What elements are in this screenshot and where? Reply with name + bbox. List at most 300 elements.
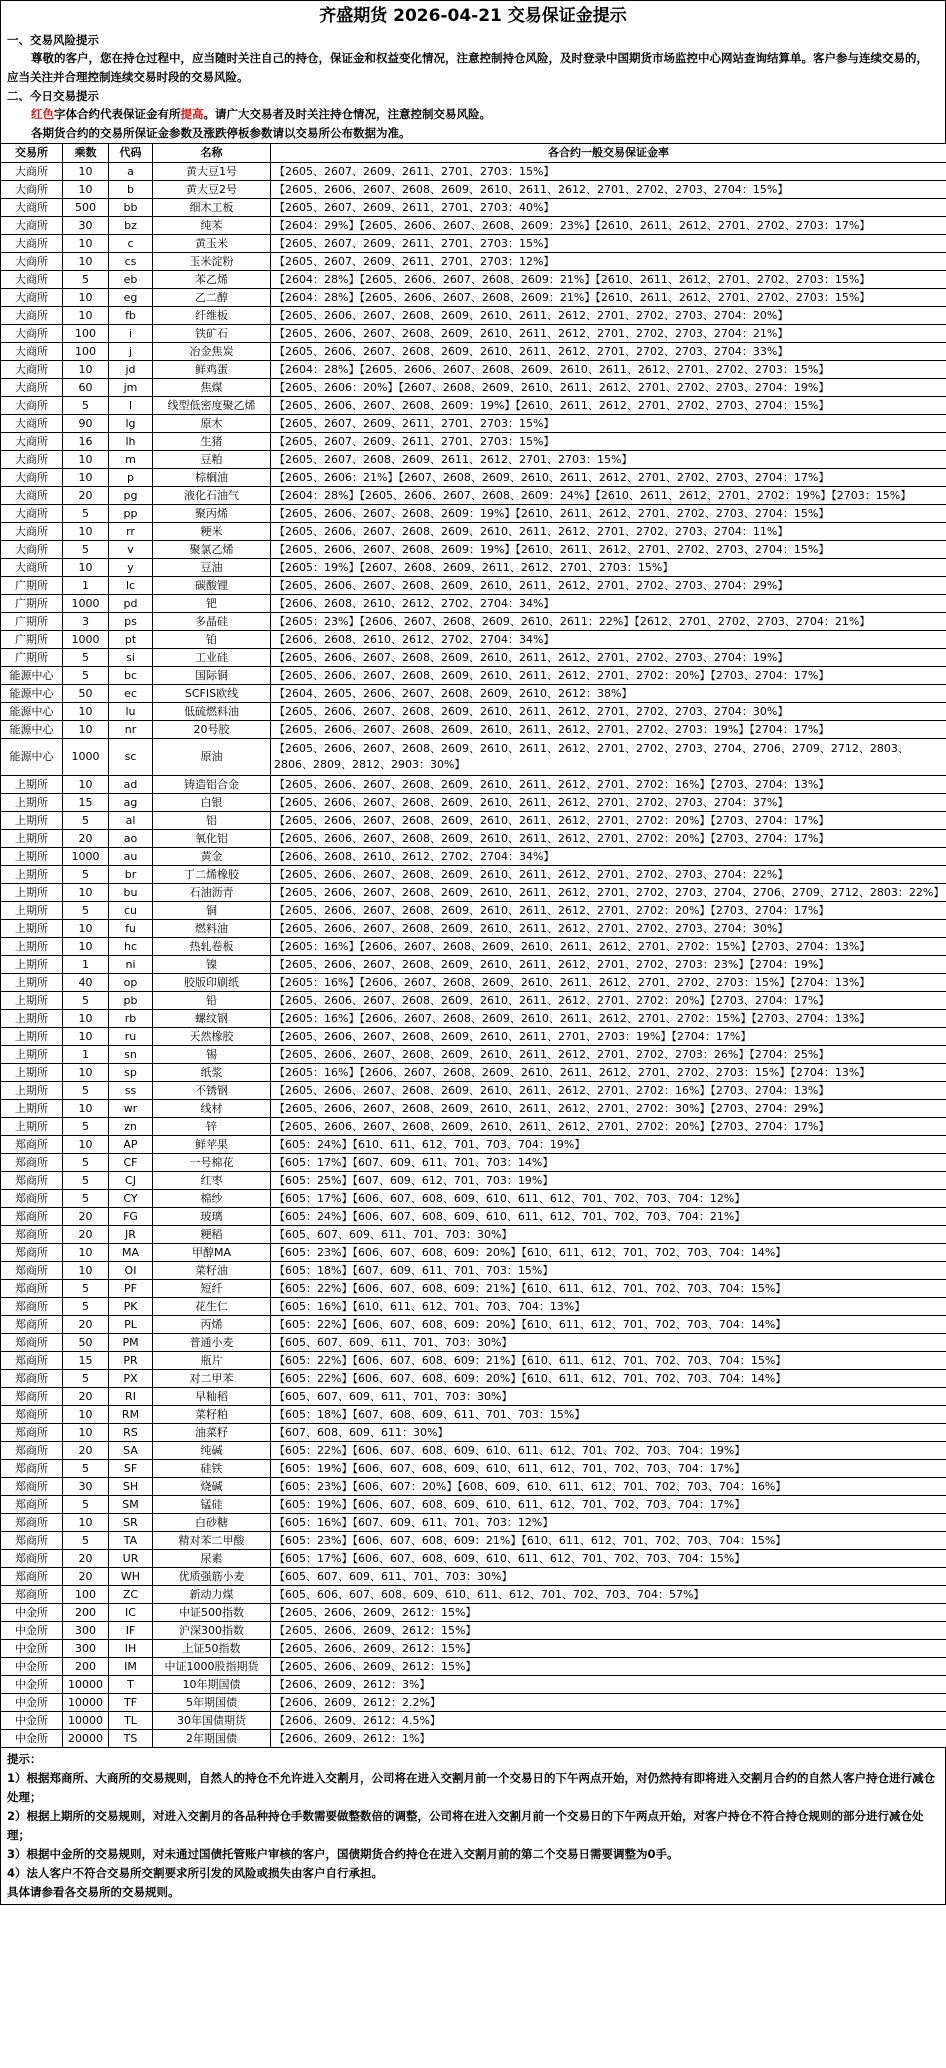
code-cell: MA	[109, 1244, 153, 1262]
notice-heading-today: 二、今日交易提示	[7, 89, 99, 103]
margin-rate-cell: 【605：24%】【606、607、608、609、610、611、612、701、702、703、704：21%】	[271, 1208, 946, 1226]
multiplier-cell: 10	[63, 469, 109, 487]
code-cell: SR	[109, 1514, 153, 1532]
exchange-cell: 大商所	[1, 523, 63, 541]
table-row	[1, 343, 946, 361]
code-cell: SA	[109, 1442, 153, 1460]
multiplier-cell: 100	[63, 1586, 109, 1604]
exchange-cell: 郑商所	[1, 1388, 63, 1406]
code-cell: bz	[109, 217, 153, 235]
exchange-cell: 上期所	[1, 848, 63, 866]
name-cell: 新动力煤	[153, 1586, 271, 1604]
name-cell: 硅铁	[153, 1460, 271, 1478]
name-cell: 铅	[153, 992, 271, 1010]
margin-rate-cell: 【605：23%】【606、607、608、609：20%】【610、611、612、701、702、703、704：14%】	[271, 1244, 946, 1262]
exchange-cell: 广期所	[1, 631, 63, 649]
table-row	[1, 1046, 946, 1064]
table-row	[1, 415, 946, 433]
margin-rate-cell: 【2605、2607、2608、2609、2611、2612、2701、2703：15%】	[271, 451, 946, 469]
multiplier-cell: 5	[63, 1154, 109, 1172]
name-cell: 生猪	[153, 433, 271, 451]
margin-rate-cell: 【2605、2606：21%】【2607、2608、2609、2610、2611、2612、2701、2702、2703、2704：17%】	[271, 469, 946, 487]
exchange-cell: 上期所	[1, 992, 63, 1010]
exchange-cell: 大商所	[1, 343, 63, 361]
margin-rate-cell: 【2605、2606、2607、2608、2609、2610、2611、2612、2701、2702、2703、2704：22%】	[271, 866, 946, 884]
name-cell: 铝	[153, 812, 271, 830]
margin-rate-cell: 【605：19%】【606、607、608、609、610、611、612、701、702、703、704：17%】	[271, 1460, 946, 1478]
exchange-cell: 中金所	[1, 1676, 63, 1694]
margin-rate-cell: 【605、607、609、611、701、703：30%】	[271, 1334, 946, 1352]
table-row	[1, 776, 946, 794]
multiplier-cell: 5	[63, 1298, 109, 1316]
exchange-cell: 郑商所	[1, 1154, 63, 1172]
table-row	[1, 1568, 946, 1586]
multiplier-cell: 20	[63, 1208, 109, 1226]
tip-item: 4）法人客户不符合交易所交割要求所引发的风险或损失由客户自行承担。	[7, 1866, 383, 1880]
multiplier-cell: 5	[63, 1082, 109, 1100]
tips-heading: 提示：	[7, 1752, 42, 1766]
table-row	[1, 830, 946, 848]
multiplier-cell: 1	[63, 577, 109, 595]
code-cell: IH	[109, 1640, 153, 1658]
margin-rate-cell: 【2605、2606、2607、2608、2609、2610、2611、2612、2701、2702、2703：19%】【2704：17%】	[271, 721, 946, 739]
exchange-cell: 能源中心	[1, 667, 63, 685]
margin-rate-cell: 【2605、2606、2607、2608、2609、2610、2611、2612、2701、2702、2703、2704：20%】	[271, 307, 946, 325]
code-cell: lh	[109, 433, 153, 451]
exchange-cell: 能源中心	[1, 703, 63, 721]
code-cell: bc	[109, 667, 153, 685]
name-cell: 烧碱	[153, 1478, 271, 1496]
margin-rate-cell: 【605：17%】【607、609、611、701、703：14%】	[271, 1154, 946, 1172]
margin-rate-cell: 【605：23%】【606、607：20%】【608、609、610、611、612、701、702、703、704：16%】	[271, 1478, 946, 1496]
exchange-cell: 郑商所	[1, 1514, 63, 1532]
name-cell: 聚丙烯	[153, 505, 271, 523]
margin-rate-cell: 【605：22%】【606、607、608、609：20%】【610、611、612、701、702、703、704：14%】	[271, 1316, 946, 1334]
exchange-cell: 广期所	[1, 577, 63, 595]
code-cell: UR	[109, 1550, 153, 1568]
code-cell: jm	[109, 379, 153, 397]
margin-rate-cell: 【2605、2606、2607、2608、2609、2610、2611、2612、2701、2702、2703、2704、2706、2709、2712、2803：22%】	[271, 884, 946, 902]
multiplier-cell: 30	[63, 217, 109, 235]
code-cell: ps	[109, 613, 153, 631]
code-cell: sc	[109, 739, 153, 776]
code-cell: wr	[109, 1100, 153, 1118]
name-cell: 原木	[153, 415, 271, 433]
exchange-cell: 中金所	[1, 1622, 63, 1640]
multiplier-cell: 10	[63, 1010, 109, 1028]
code-cell: al	[109, 812, 153, 830]
code-cell: SF	[109, 1460, 153, 1478]
exchange-cell: 中金所	[1, 1712, 63, 1730]
multiplier-cell: 10	[63, 1406, 109, 1424]
exchange-cell: 大商所	[1, 415, 63, 433]
margin-rate-cell: 【2605、2606、2607、2608、2609、2610、2611、2612、2701、2702、2703、2704：29%】	[271, 577, 946, 595]
margin-rate-cell: 【2605、2606、2607、2608、2609、2610、2611、2612、2701、2702：20%】【2703、2704：17%】	[271, 902, 946, 920]
name-cell: 鲜鸡蛋	[153, 361, 271, 379]
multiplier-cell: 10000	[63, 1676, 109, 1694]
multiplier-cell: 5	[63, 866, 109, 884]
margin-rate-cell: 【605、607、609、611、701、703：30%】	[271, 1388, 946, 1406]
margin-rate-cell: 【605：16%】【610、611、612、701、703、704：13%】	[271, 1298, 946, 1316]
code-cell: op	[109, 974, 153, 992]
margin-rate-cell: 【605：22%】【606、607、608、609、610、611、612、701、702、703、704：19%】	[271, 1442, 946, 1460]
exchange-cell: 郑商所	[1, 1334, 63, 1352]
table-row	[1, 1082, 946, 1100]
exchange-cell: 郑商所	[1, 1226, 63, 1244]
multiplier-cell: 10	[63, 253, 109, 271]
table-row	[1, 451, 946, 469]
multiplier-cell: 10	[63, 289, 109, 307]
multiplier-cell: 5	[63, 1370, 109, 1388]
code-cell: CJ	[109, 1172, 153, 1190]
code-cell: AP	[109, 1136, 153, 1154]
code-cell: TS	[109, 1730, 153, 1748]
margin-rate-cell: 【2604：29%】【2605、2606、2607、2608、2609：23%】【2610、2611、2612、2701、2702、2703：17%】	[271, 217, 946, 235]
exchange-cell: 郑商所	[1, 1244, 63, 1262]
name-cell: 白银	[153, 794, 271, 812]
code-cell: TF	[109, 1694, 153, 1712]
table-row	[1, 217, 946, 235]
multiplier-cell: 40	[63, 974, 109, 992]
margin-rate-cell: 【2605、2606、2607、2608、2609：19%】【2610、2611、2612、2701、2702、2703、2704：15%】	[271, 541, 946, 559]
name-cell: 30年国债期货	[153, 1712, 271, 1730]
multiplier-cell: 10	[63, 181, 109, 199]
table-row	[1, 541, 946, 559]
code-cell: RI	[109, 1388, 153, 1406]
table-row	[1, 631, 946, 649]
name-cell: 锡	[153, 1046, 271, 1064]
code-cell: SM	[109, 1496, 153, 1514]
tips-section	[0, 1748, 946, 1905]
multiplier-cell: 20	[63, 1316, 109, 1334]
margin-rate-cell: 【605：22%】【606、607、608、609：21%】【610、611、612、701、702、703、704：15%】	[271, 1352, 946, 1370]
header-code: 代码	[109, 144, 153, 163]
code-cell: T	[109, 1676, 153, 1694]
name-cell: 丙烯	[153, 1316, 271, 1334]
exchange-cell: 中金所	[1, 1658, 63, 1676]
name-cell: 焦煤	[153, 379, 271, 397]
name-cell: 低硫燃料油	[153, 703, 271, 721]
margin-rate-cell: 【2605、2606、2607、2608、2609、2610、2611、2612、2701、2702、2703：26%】【2704：25%】	[271, 1046, 946, 1064]
exchange-cell: 大商所	[1, 181, 63, 199]
code-cell: ZC	[109, 1586, 153, 1604]
exchange-cell: 上期所	[1, 794, 63, 812]
code-cell: lc	[109, 577, 153, 595]
margin-rate-cell: 【605：22%】【606、607、608、609：20%】【610、611、612、701、702、703、704：14%】	[271, 1370, 946, 1388]
multiplier-cell: 10	[63, 1244, 109, 1262]
table-row	[1, 956, 946, 974]
margin-rate-cell: 【2605：16%】【2606、2607、2608、2609、2610、2611、2612、2701、2702：15%】【2703、2704：13%】	[271, 1010, 946, 1028]
margin-rate-cell: 【2604：28%】【2605、2606、2607、2608、2609：21%】【2610、2611、2612、2701、2702、2703：15%】	[271, 271, 946, 289]
name-cell: 豆粕	[153, 451, 271, 469]
code-cell: PK	[109, 1298, 153, 1316]
red-word: 红色	[31, 107, 54, 121]
table-row	[1, 1496, 946, 1514]
margin-rate-cell: 【2605、2606、2607、2608、2609、2610、2611、2612、2701、2702：20%】【2703、2704：17%】	[271, 667, 946, 685]
code-cell: PF	[109, 1280, 153, 1298]
name-cell: 天然橡胶	[153, 1028, 271, 1046]
table-row	[1, 1712, 946, 1730]
table-row	[1, 487, 946, 505]
code-cell: zn	[109, 1118, 153, 1136]
code-cell: rb	[109, 1010, 153, 1028]
exchange-cell: 上期所	[1, 1064, 63, 1082]
margin-rate-cell: 【2605、2606、2607、2608、2609、2610、2611、2612、2701、2702：16%】【2703、2704：13%】	[271, 776, 946, 794]
multiplier-cell: 15	[63, 794, 109, 812]
multiplier-cell: 90	[63, 415, 109, 433]
name-cell: 瓶片	[153, 1352, 271, 1370]
code-cell: b	[109, 181, 153, 199]
tips-tail: 具体请参看各交易所的交易规则。	[7, 1885, 180, 1899]
table-row	[1, 397, 946, 415]
multiplier-cell: 5	[63, 902, 109, 920]
table-row	[1, 1136, 946, 1154]
table-row	[1, 253, 946, 271]
code-cell: lu	[109, 703, 153, 721]
name-cell: 玻璃	[153, 1208, 271, 1226]
multiplier-cell: 5	[63, 541, 109, 559]
name-cell: 一号棉花	[153, 1154, 271, 1172]
exchange-cell: 上期所	[1, 920, 63, 938]
exchange-cell: 中金所	[1, 1604, 63, 1622]
multiplier-cell: 1	[63, 1046, 109, 1064]
name-cell: 钯	[153, 595, 271, 613]
name-cell: 多晶硅	[153, 613, 271, 631]
margin-rate-cell: 【2604、2605、2606、2607、2608、2609、2610、2612：38%】	[271, 685, 946, 703]
raise-word: 提高	[180, 107, 204, 121]
exchange-cell: 上期所	[1, 830, 63, 848]
exchange-cell: 大商所	[1, 541, 63, 559]
code-cell: JR	[109, 1226, 153, 1244]
table-row	[1, 721, 946, 739]
name-cell: 乙二醇	[153, 289, 271, 307]
table-row	[1, 577, 946, 595]
exchange-cell: 上期所	[1, 1082, 63, 1100]
multiplier-cell: 20	[63, 1442, 109, 1460]
exchange-cell: 大商所	[1, 271, 63, 289]
name-cell: 白砂糖	[153, 1514, 271, 1532]
margin-rate-cell: 【605、607、609、611、701、703：30%】	[271, 1568, 946, 1586]
table-row	[1, 523, 946, 541]
margin-rate-cell: 【2605、2606、2607、2608、2609、2610、2611、2612、2701、2702、2703、2704：30%】	[271, 920, 946, 938]
multiplier-cell: 200	[63, 1604, 109, 1622]
name-cell: 丁二烯橡胶	[153, 866, 271, 884]
exchange-cell: 大商所	[1, 433, 63, 451]
multiplier-cell: 20	[63, 487, 109, 505]
name-cell: 普通小麦	[153, 1334, 271, 1352]
multiplier-cell: 200	[63, 1658, 109, 1676]
name-cell: 聚氯乙烯	[153, 541, 271, 559]
exchange-cell: 上期所	[1, 938, 63, 956]
name-cell: 纯苯	[153, 217, 271, 235]
name-cell: 甲醇MA	[153, 1244, 271, 1262]
multiplier-cell: 10	[63, 1028, 109, 1046]
code-cell: eg	[109, 289, 153, 307]
name-cell: 石油沥青	[153, 884, 271, 902]
table-row	[1, 1172, 946, 1190]
exchange-cell: 郑商所	[1, 1424, 63, 1442]
code-cell: c	[109, 235, 153, 253]
multiplier-cell: 20	[63, 1568, 109, 1586]
table-row	[1, 199, 946, 217]
exchange-cell: 广期所	[1, 595, 63, 613]
multiplier-cell: 15	[63, 1352, 109, 1370]
multiplier-cell: 10	[63, 163, 109, 181]
margin-rate-cell: 【2605、2606、2607、2608、2609、2610、2611、2612、2701、2702、2703：23%】【2704：19%】	[271, 956, 946, 974]
table-row	[1, 974, 946, 992]
multiplier-cell: 10	[63, 920, 109, 938]
name-cell: 对二甲苯	[153, 1370, 271, 1388]
exchange-cell: 上期所	[1, 902, 63, 920]
exchange-cell: 广期所	[1, 649, 63, 667]
multiplier-cell: 3	[63, 613, 109, 631]
table-row	[1, 902, 946, 920]
margin-rate-cell: 【2605、2606、2607、2608、2609：19%】【2610、2611、2612、2701、2702、2703、2704：15%】	[271, 505, 946, 523]
exchange-cell: 郑商所	[1, 1532, 63, 1550]
multiplier-cell: 5	[63, 1460, 109, 1478]
notice-exchange-text: 各期货合约的交易所保证金参数及涨跌停板参数请以交易所公布数据为准。	[31, 126, 411, 140]
name-cell: 油菜籽	[153, 1424, 271, 1442]
multiplier-cell: 300	[63, 1640, 109, 1658]
exchange-cell: 大商所	[1, 451, 63, 469]
multiplier-cell: 10	[63, 523, 109, 541]
exchange-cell: 上期所	[1, 884, 63, 902]
name-cell: 豆油	[153, 559, 271, 577]
margin-rate-cell: 【2605、2607、2609、2611、2701、2703：15%】	[271, 433, 946, 451]
margin-rate-cell: 【2605、2606、2609、2612：15%】	[271, 1622, 946, 1640]
exchange-cell: 广期所	[1, 613, 63, 631]
table-row	[1, 325, 946, 343]
name-cell: 氧化铝	[153, 830, 271, 848]
table-row	[1, 812, 946, 830]
table-row	[1, 1334, 946, 1352]
name-cell: 细木工板	[153, 199, 271, 217]
exchange-cell: 郑商所	[1, 1370, 63, 1388]
notice-today-text	[7, 105, 939, 124]
margin-rate-cell: 【2605：16%】【2606、2607、2608、2609、2610、2611、2612、2701、2702：15%】【2703、2704：13%】	[271, 938, 946, 956]
margin-rate-cell: 【2606、2608、2610、2612、2702、2704：34%】	[271, 631, 946, 649]
table-row	[1, 1226, 946, 1244]
margin-rate-cell: 【605：17%】【606、607、608、609、610、611、612、701、702、703、704：15%】	[271, 1550, 946, 1568]
multiplier-cell: 5	[63, 1118, 109, 1136]
table-row	[1, 163, 946, 181]
table-row	[1, 667, 946, 685]
table-row	[1, 1694, 946, 1712]
margin-rate-cell: 【605：19%】【606、607、608、609、610、611、612、701、702、703、704：17%】	[271, 1496, 946, 1514]
table-row	[1, 1604, 946, 1622]
margin-rate-cell: 【2605、2607、2609、2611、2701、2703：15%】	[271, 415, 946, 433]
name-cell: 20号胶	[153, 721, 271, 739]
name-cell: 玉米淀粉	[153, 253, 271, 271]
today-text-b: 。请广大交易者及时关注持仓情况，注意控制交易风险。	[203, 107, 491, 121]
code-cell: CY	[109, 1190, 153, 1208]
name-cell: 螺纹钢	[153, 1010, 271, 1028]
table-row	[1, 1028, 946, 1046]
exchange-cell: 郑商所	[1, 1298, 63, 1316]
code-cell: br	[109, 866, 153, 884]
name-cell: 锰硅	[153, 1496, 271, 1514]
multiplier-cell: 10000	[63, 1712, 109, 1730]
multiplier-cell: 10	[63, 721, 109, 739]
table-row	[1, 866, 946, 884]
multiplier-cell: 5	[63, 812, 109, 830]
code-cell: CF	[109, 1154, 153, 1172]
code-cell: j	[109, 343, 153, 361]
name-cell: 线型低密度聚乙烯	[153, 397, 271, 415]
name-cell: 花生仁	[153, 1298, 271, 1316]
table-row	[1, 469, 946, 487]
code-cell: ni	[109, 956, 153, 974]
exchange-cell: 郑商所	[1, 1352, 63, 1370]
multiplier-cell: 10	[63, 451, 109, 469]
notice-section	[0, 31, 946, 143]
margin-rate-cell: 【2605、2606、2607、2608、2609、2610、2611、2612、2701、2702：16%】【2703、2704：13%】	[271, 1082, 946, 1100]
exchange-cell: 中金所	[1, 1640, 63, 1658]
table-row	[1, 1586, 946, 1604]
table-row	[1, 1730, 946, 1748]
exchange-cell: 上期所	[1, 866, 63, 884]
margin-rate-cell: 【607、608、609、611：30%】	[271, 1424, 946, 1442]
table-row	[1, 1244, 946, 1262]
name-cell: 棕榈油	[153, 469, 271, 487]
margin-rate-cell: 【2606、2608、2610、2612、2702、2704：34%】	[271, 848, 946, 866]
exchange-cell: 大商所	[1, 217, 63, 235]
table-row	[1, 703, 946, 721]
name-cell: 精对苯二甲酸	[153, 1532, 271, 1550]
table-row	[1, 379, 946, 397]
code-cell: si	[109, 649, 153, 667]
exchange-cell: 大商所	[1, 325, 63, 343]
exchange-cell: 郑商所	[1, 1190, 63, 1208]
exchange-cell: 大商所	[1, 253, 63, 271]
code-cell: RM	[109, 1406, 153, 1424]
multiplier-cell: 10	[63, 307, 109, 325]
name-cell: 黄大豆1号	[153, 163, 271, 181]
exchange-cell: 郑商所	[1, 1478, 63, 1496]
margin-rate-cell: 【2605、2606：20%】【2607、2608、2609、2610、2611、2612、2701、2702、2703、2704：19%】	[271, 379, 946, 397]
exchange-cell: 郑商所	[1, 1262, 63, 1280]
name-cell: 国际铜	[153, 667, 271, 685]
table-row	[1, 1280, 946, 1298]
margin-rate-cell: 【605：16%】【607、609、611、701、703：12%】	[271, 1514, 946, 1532]
exchange-cell: 上期所	[1, 812, 63, 830]
tip-item: 2）根据上期所的交易规则，对进入交割月的各品种持仓手数需要做整数倍的调整，公司将在进入交割月前一个交易日的下午两点开始，对客户持仓不符合持仓规则的部分进行减仓处理；	[7, 1809, 924, 1842]
code-cell: PR	[109, 1352, 153, 1370]
margin-rate-cell: 【2605、2606、2607、2608、2609、2610、2611、2612、2701、2702、2703、2704：33%】	[271, 343, 946, 361]
multiplier-cell: 10	[63, 703, 109, 721]
multiplier-cell: 10	[63, 884, 109, 902]
name-cell: 铜	[153, 902, 271, 920]
exchange-cell: 郑商所	[1, 1280, 63, 1298]
exchange-cell: 郑商所	[1, 1586, 63, 1604]
margin-rate-cell: 【2605、2606、2607、2608、2609、2610、2611、2612、2701、2702：20%】【2703、2704：17%】	[271, 992, 946, 1010]
code-cell: fb	[109, 307, 153, 325]
multiplier-cell: 300	[63, 1622, 109, 1640]
multiplier-cell: 50	[63, 685, 109, 703]
multiplier-cell: 10	[63, 1100, 109, 1118]
name-cell: 冶金焦炭	[153, 343, 271, 361]
table-row	[1, 1118, 946, 1136]
name-cell: 苯乙烯	[153, 271, 271, 289]
name-cell: 纸浆	[153, 1064, 271, 1082]
code-cell: bu	[109, 884, 153, 902]
table-row	[1, 1442, 946, 1460]
multiplier-cell: 50	[63, 1334, 109, 1352]
margin-rate-cell: 【605：23%】【606、607、608、609：21%】【610、611、612、701、702、703、704：15%】	[271, 1532, 946, 1550]
table-row	[1, 1208, 946, 1226]
code-cell: IF	[109, 1622, 153, 1640]
exchange-cell: 大商所	[1, 559, 63, 577]
